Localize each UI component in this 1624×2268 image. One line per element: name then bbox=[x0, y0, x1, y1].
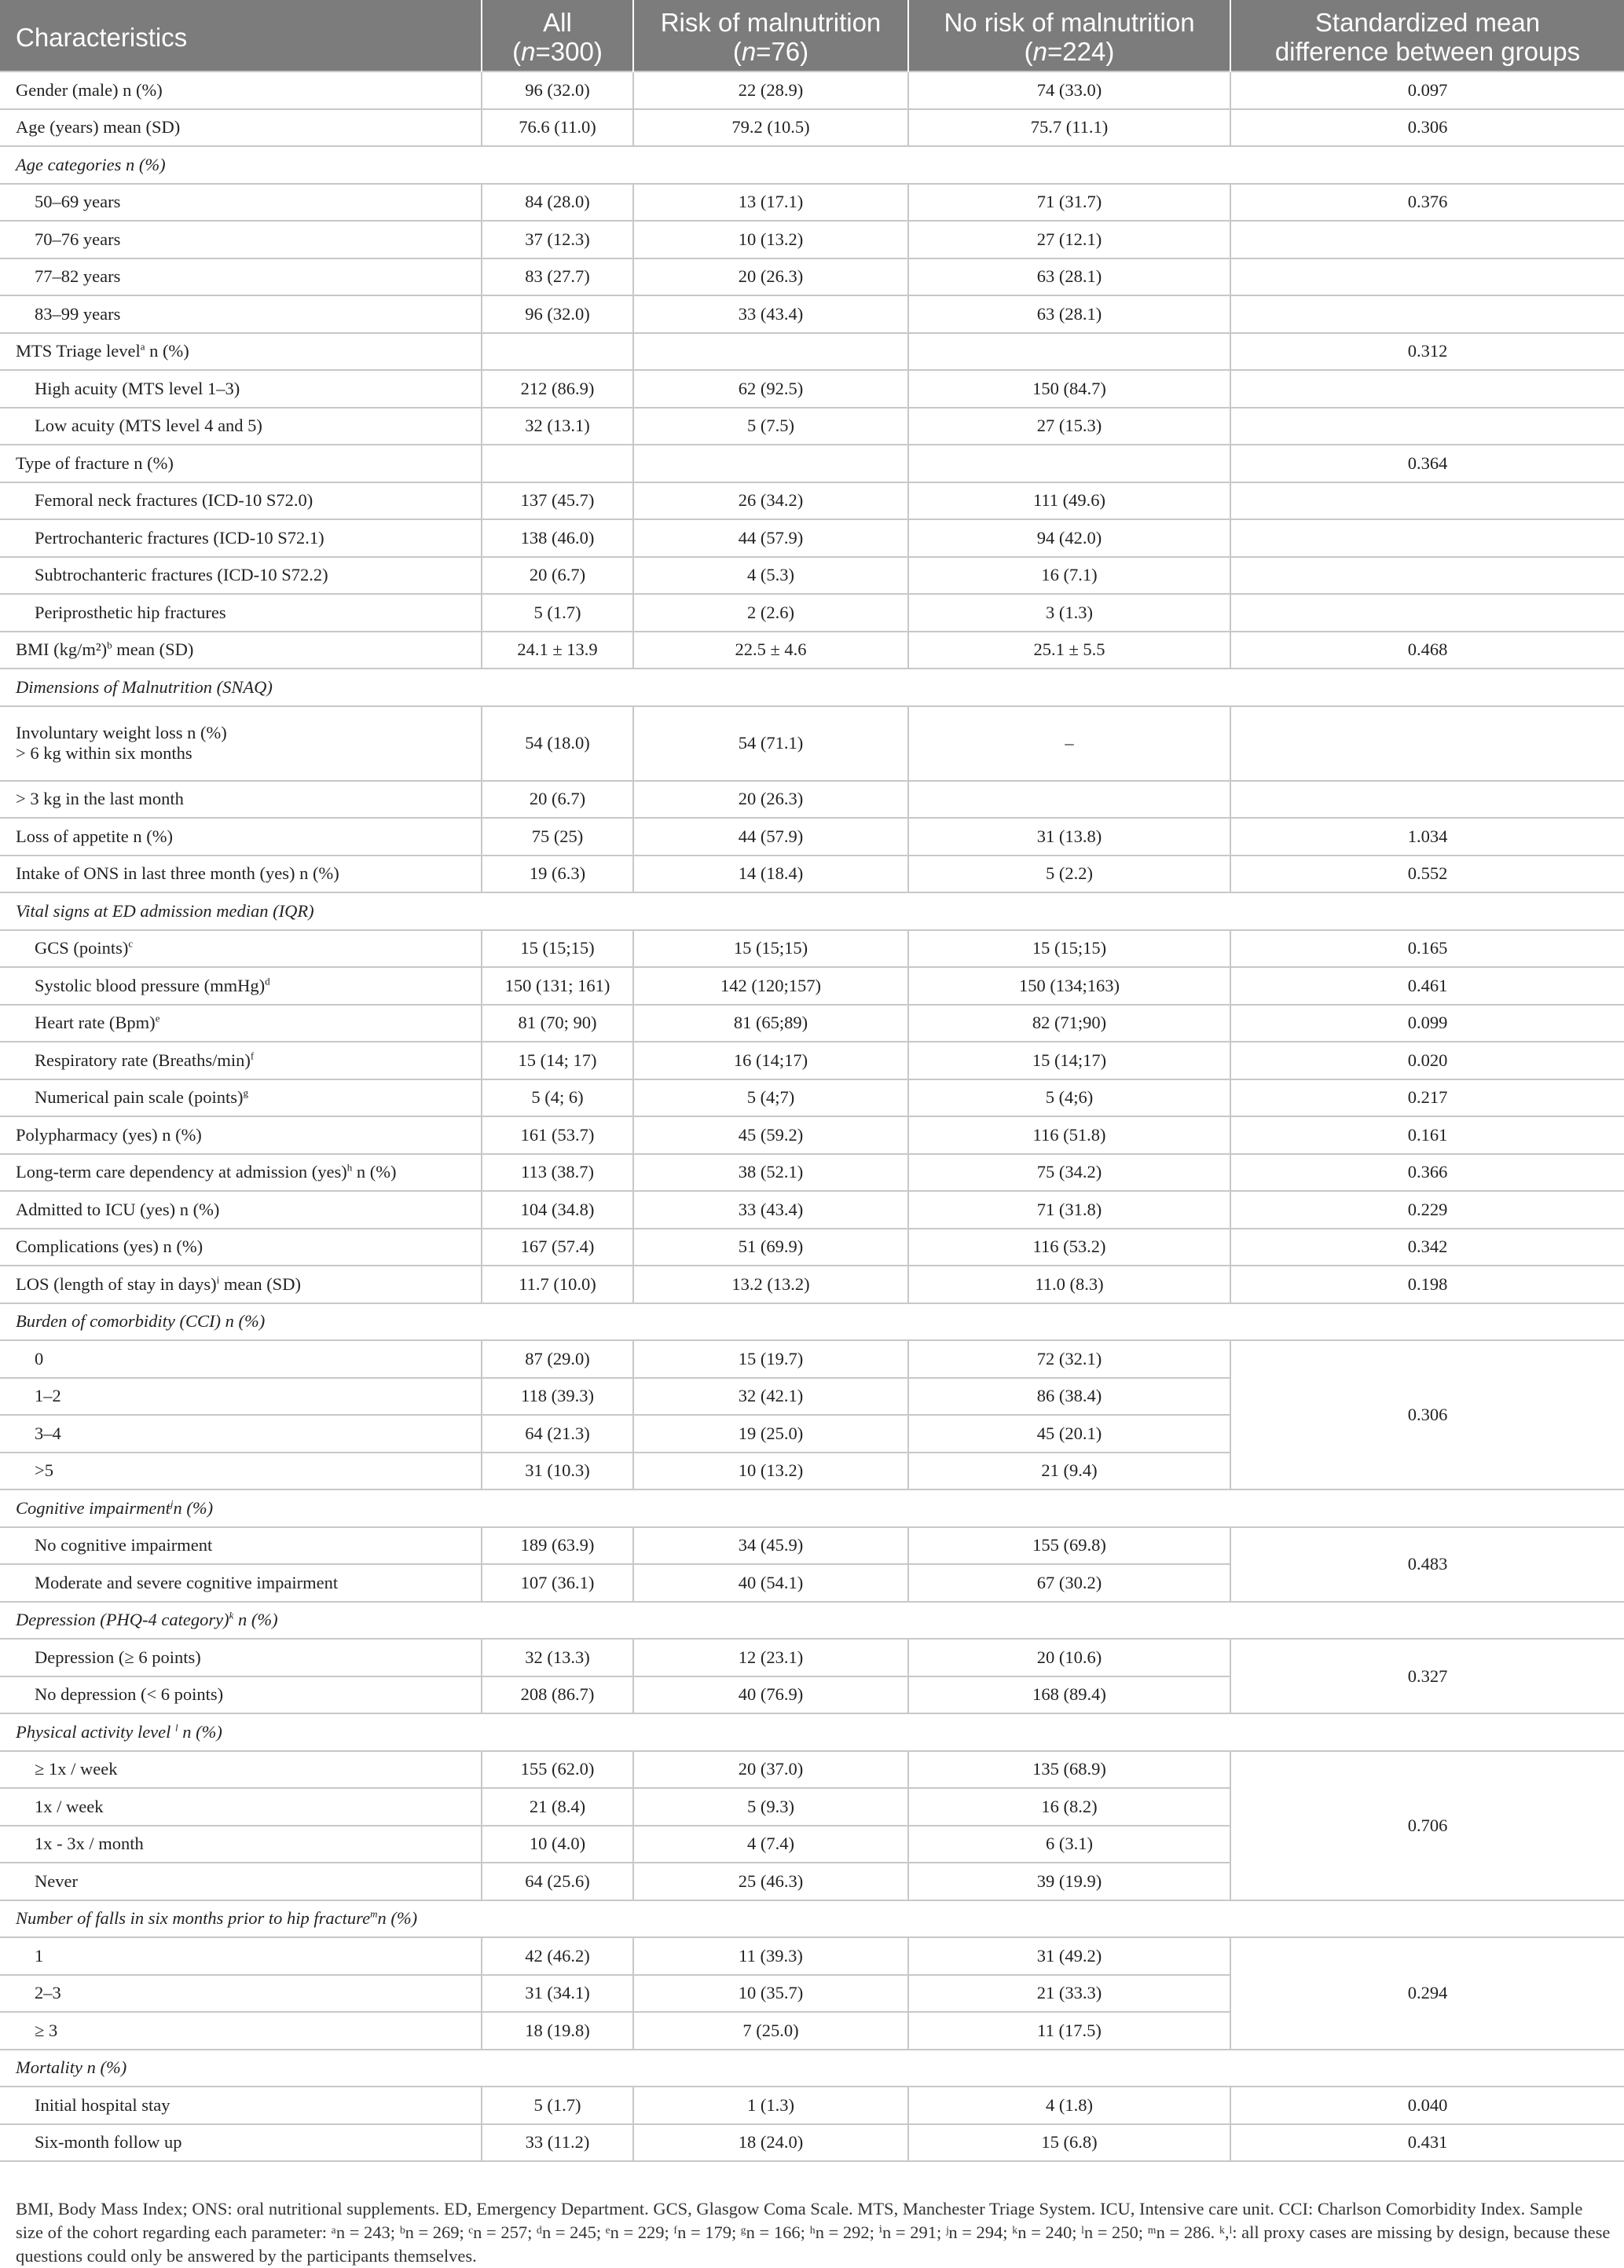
row-label: Physical activity level $^l$ n (%) bbox=[0, 1713, 482, 1751]
table-header-row bbox=[0, 0, 1624, 71]
cell-all: 161 (53.7) bbox=[482, 1116, 633, 1154]
cell-risk: 25 (46.3) bbox=[633, 1863, 908, 1900]
cell-norisk: 20 (10.6) bbox=[908, 1639, 1230, 1676]
row-label: Periprosthetic hip fractures bbox=[0, 594, 482, 632]
table-row bbox=[0, 1340, 1624, 1378]
cell-norisk: 4 (1.8) bbox=[908, 2087, 1230, 2124]
header-smd: Standardized mean difference between groups bbox=[1230, 0, 1624, 71]
table-row bbox=[0, 184, 1624, 222]
section-filler bbox=[482, 146, 1624, 184]
cell-smd bbox=[1230, 295, 1624, 333]
cell-norisk: 168 (89.4) bbox=[908, 1676, 1230, 1714]
cell-all: 11.7 (10.0) bbox=[482, 1266, 633, 1303]
cell-smd: 0.461 bbox=[1230, 967, 1624, 1005]
cell-smd bbox=[1230, 370, 1624, 408]
cell-smd: 0.366 bbox=[1230, 1154, 1624, 1192]
cell-smd bbox=[1230, 594, 1624, 632]
cell-norisk: 15 (6.8) bbox=[908, 2124, 1230, 2162]
cell-risk: 26 (34.2) bbox=[633, 482, 908, 520]
row-label: Gender (male) n (%) bbox=[0, 71, 482, 109]
section-filler bbox=[482, 1602, 1624, 1640]
row-label: 70–76 years bbox=[0, 221, 482, 258]
section-row bbox=[0, 1900, 1624, 1938]
row-label: Polypharmacy (yes) n (%) bbox=[0, 1116, 482, 1154]
cell-norisk: 74 (33.0) bbox=[908, 71, 1230, 109]
table-row bbox=[0, 557, 1624, 595]
row-label: >5 bbox=[0, 1453, 482, 1490]
cell-norisk: 21 (33.3) bbox=[908, 1975, 1230, 2013]
cell-risk: 44 (57.9) bbox=[633, 519, 908, 557]
cell-risk: 5 (9.3) bbox=[633, 1788, 908, 1826]
cell-risk: 15 (15;15) bbox=[633, 930, 908, 968]
table-row bbox=[0, 632, 1624, 669]
cell-risk: 13.2 (13.2) bbox=[633, 1266, 908, 1303]
table-row bbox=[0, 781, 1624, 819]
cell-all: 5 (4; 6) bbox=[482, 1079, 633, 1117]
cell-norisk: 15 (15;15) bbox=[908, 930, 1230, 968]
cell-risk: 4 (7.4) bbox=[633, 1826, 908, 1863]
cell-smd: 0.342 bbox=[1230, 1229, 1624, 1266]
cell-smd bbox=[1230, 482, 1624, 520]
cell-smd: 0.364 bbox=[1230, 445, 1624, 482]
cell-risk: 79.2 (10.5) bbox=[633, 109, 908, 147]
cell-smd: 0.376 bbox=[1230, 184, 1624, 222]
cell-risk: 1 (1.3) bbox=[633, 2087, 908, 2124]
cell-norisk: 111 (49.6) bbox=[908, 482, 1230, 520]
row-label: 77–82 years bbox=[0, 258, 482, 296]
table-row bbox=[0, 109, 1624, 147]
row-label: Initial hospital stay bbox=[0, 2087, 482, 2124]
row-label: 1x - 3x / month bbox=[0, 1826, 482, 1863]
row-label: Numerical pain scale (points)$^g$ bbox=[0, 1079, 482, 1117]
section-row bbox=[0, 146, 1624, 184]
cell-norisk bbox=[908, 445, 1230, 482]
cell-all: 189 (63.9) bbox=[482, 1527, 633, 1565]
cell-norisk: 16 (8.2) bbox=[908, 1788, 1230, 1826]
table-row bbox=[0, 1937, 1624, 1975]
table-row bbox=[0, 594, 1624, 632]
section-row bbox=[0, 1602, 1624, 1640]
cell-risk: 62 (92.5) bbox=[633, 370, 908, 408]
cell-smd: 0.312 bbox=[1230, 333, 1624, 371]
cell-risk: 22.5 ± 4.6 bbox=[633, 632, 908, 669]
section-filler bbox=[482, 2050, 1624, 2087]
table-row bbox=[0, 1229, 1624, 1266]
cell-smd: 0.468 bbox=[1230, 632, 1624, 669]
table-row bbox=[0, 1751, 1624, 1789]
cell-all: 107 (36.1) bbox=[482, 1564, 633, 1602]
row-label: Pertrochanteric fractures (ICD-10 S72.1) bbox=[0, 519, 482, 557]
cell-risk: 142 (120;157) bbox=[633, 967, 908, 1005]
cell-all: 15 (14; 17) bbox=[482, 1042, 633, 1079]
cell-norisk: 116 (51.8) bbox=[908, 1116, 1230, 1154]
row-label: High acuity (MTS level 1–3) bbox=[0, 370, 482, 408]
cell-norisk: 16 (7.1) bbox=[908, 557, 1230, 595]
row-label: Age categories n (%) bbox=[0, 146, 482, 184]
cell-all: 42 (46.2) bbox=[482, 1937, 633, 1975]
cell-risk: 19 (25.0) bbox=[633, 1415, 908, 1453]
cell-all: 150 (131; 161) bbox=[482, 967, 633, 1005]
cell-risk: 20 (26.3) bbox=[633, 258, 908, 296]
cell-all: 33 (11.2) bbox=[482, 2124, 633, 2162]
section-row bbox=[0, 2050, 1624, 2087]
cell-all: 96 (32.0) bbox=[482, 295, 633, 333]
row-label: Vital signs at ED admission median (IQR) bbox=[0, 892, 482, 930]
row-label: Involuntary weight loss n (%) > 6 kg within six months bbox=[0, 706, 482, 781]
cell-all: 84 (28.0) bbox=[482, 184, 633, 222]
cell-norisk bbox=[908, 333, 1230, 371]
section-row bbox=[0, 1489, 1624, 1527]
row-label: Loss of appetite n (%) bbox=[0, 818, 482, 856]
cell-all: 83 (27.7) bbox=[482, 258, 633, 296]
table-row bbox=[0, 1005, 1624, 1042]
cell-norisk: 63 (28.1) bbox=[908, 258, 1230, 296]
cell-risk: 10 (13.2) bbox=[633, 221, 908, 258]
cell-all: 64 (25.6) bbox=[482, 1863, 633, 1900]
cell-risk: 15 (19.7) bbox=[633, 1340, 908, 1378]
row-label: Subtrochanteric fractures (ICD-10 S72.2) bbox=[0, 557, 482, 595]
row-label: No depression (< 6 points) bbox=[0, 1676, 482, 1714]
cell-risk: 5 (7.5) bbox=[633, 408, 908, 445]
section-filler bbox=[482, 1900, 1624, 1938]
row-label: Depression (≥ 6 points) bbox=[0, 1639, 482, 1676]
row-label: > 3 kg in the last month bbox=[0, 781, 482, 819]
cell-risk: 13 (17.1) bbox=[633, 184, 908, 222]
cell-norisk: 67 (30.2) bbox=[908, 1564, 1230, 1602]
cell-smd: 0.020 bbox=[1230, 1042, 1624, 1079]
row-label: Heart rate (Bpm)$^e$ bbox=[0, 1005, 482, 1042]
table-row bbox=[0, 295, 1624, 333]
cell-norisk: 21 (9.4) bbox=[908, 1453, 1230, 1490]
cell-smd bbox=[1230, 781, 1624, 819]
row-label: BMI $(kg/m^2)^b$ mean (SD) bbox=[0, 632, 482, 669]
cell-smd: 0.161 bbox=[1230, 1116, 1624, 1154]
row-label: ≥ 3 bbox=[0, 2012, 482, 2050]
header-risk-n: 76 bbox=[771, 37, 801, 66]
cell-risk: 12 (23.1) bbox=[633, 1639, 908, 1676]
cell-all: 37 (12.3) bbox=[482, 221, 633, 258]
cell-smd: 0.165 bbox=[1230, 930, 1624, 968]
cell-smd: 0.217 bbox=[1230, 1079, 1624, 1117]
cell-smd: 0.097 bbox=[1230, 71, 1624, 109]
cell-risk: 45 (59.2) bbox=[633, 1116, 908, 1154]
cell-all: 32 (13.1) bbox=[482, 408, 633, 445]
cell-norisk: 71 (31.7) bbox=[908, 184, 1230, 222]
cell-norisk: 45 (20.1) bbox=[908, 1415, 1230, 1453]
cell-norisk: 31 (13.8) bbox=[908, 818, 1230, 856]
cell-all: 15 (15;15) bbox=[482, 930, 633, 968]
cell-smd bbox=[1230, 519, 1624, 557]
row-label: Respiratory rate (Breaths/min)$^f$ bbox=[0, 1042, 482, 1079]
cell-norisk: 75 (34.2) bbox=[908, 1154, 1230, 1192]
table-row bbox=[0, 408, 1624, 445]
row-label: 1–2 bbox=[0, 1378, 482, 1416]
cell-risk bbox=[633, 445, 908, 482]
cell-all: 75 (25) bbox=[482, 818, 633, 856]
row-label: Low acuity (MTS level 4 and 5) bbox=[0, 408, 482, 445]
row-label: 50–69 years bbox=[0, 184, 482, 222]
cell-risk: 10 (35.7) bbox=[633, 1975, 908, 2013]
table-row bbox=[0, 818, 1624, 856]
cell-norisk: 116 (53.2) bbox=[908, 1229, 1230, 1266]
table-row bbox=[0, 1191, 1624, 1229]
cell-risk: 40 (54.1) bbox=[633, 1564, 908, 1602]
cell-norisk: 6 (3.1) bbox=[908, 1826, 1230, 1863]
table-row bbox=[0, 482, 1624, 520]
table-row bbox=[0, 1079, 1624, 1117]
cell-norisk: 63 (28.1) bbox=[908, 295, 1230, 333]
cell-all: 137 (45.7) bbox=[482, 482, 633, 520]
row-label: Cognitive impairment$^j$n (%) bbox=[0, 1489, 482, 1527]
cell-smd: 0.099 bbox=[1230, 1005, 1624, 1042]
cell-all: 118 (39.3) bbox=[482, 1378, 633, 1416]
table-row bbox=[0, 71, 1624, 109]
cell-smd: 0.306 bbox=[1230, 1340, 1624, 1489]
row-label: MTS Triage level$^a$ n (%) bbox=[0, 333, 482, 371]
row-label: Six-month follow up bbox=[0, 2124, 482, 2162]
row-label: 1 bbox=[0, 1937, 482, 1975]
table-row bbox=[0, 1042, 1624, 1079]
cell-smd: 0.483 bbox=[1230, 1527, 1624, 1602]
cell-risk: 38 (52.1) bbox=[633, 1154, 908, 1192]
header-norisk: No risk of malnutrition (n=224) bbox=[908, 0, 1230, 71]
cell-risk: 7 (25.0) bbox=[633, 2012, 908, 2050]
cell-smd: 0.294 bbox=[1230, 1937, 1624, 2050]
cell-risk: 40 (76.9) bbox=[633, 1676, 908, 1714]
cell-smd: 1.034 bbox=[1230, 818, 1624, 856]
cell-risk: 5 (4;7) bbox=[633, 1079, 908, 1117]
cell-risk: 32 (42.1) bbox=[633, 1378, 908, 1416]
section-filler bbox=[482, 1303, 1624, 1341]
cell-risk: 22 (28.9) bbox=[633, 71, 908, 109]
cell-all: 21 (8.4) bbox=[482, 1788, 633, 1826]
cell-all: 54 (18.0) bbox=[482, 706, 633, 781]
table-row bbox=[0, 1639, 1624, 1676]
cell-norisk: 25.1 ± 5.5 bbox=[908, 632, 1230, 669]
cell-all: 113 (38.7) bbox=[482, 1154, 633, 1192]
cell-norisk: 5 (2.2) bbox=[908, 856, 1230, 893]
row-label: 83–99 years bbox=[0, 295, 482, 333]
cell-smd bbox=[1230, 258, 1624, 296]
cell-norisk: 82 (71;90) bbox=[908, 1005, 1230, 1042]
cell-all: 10 (4.0) bbox=[482, 1826, 633, 1863]
cell-all: 31 (10.3) bbox=[482, 1453, 633, 1490]
table-row bbox=[0, 967, 1624, 1005]
cell-norisk: 75.7 (11.1) bbox=[908, 109, 1230, 147]
cell-all: 31 (34.1) bbox=[482, 1975, 633, 2013]
row-label: Moderate and severe cognitive impairment bbox=[0, 1564, 482, 1602]
cell-norisk: 150 (84.7) bbox=[908, 370, 1230, 408]
table-body bbox=[0, 71, 1624, 2161]
section-row bbox=[0, 1713, 1624, 1751]
cell-norisk: 27 (12.1) bbox=[908, 221, 1230, 258]
cell-norisk: 155 (69.8) bbox=[908, 1527, 1230, 1565]
cell-norisk: – bbox=[908, 706, 1230, 781]
cell-smd bbox=[1230, 557, 1624, 595]
cell-risk: 34 (45.9) bbox=[633, 1527, 908, 1565]
cell-smd: 0.198 bbox=[1230, 1266, 1624, 1303]
row-label: Admitted to ICU (yes) n (%) bbox=[0, 1191, 482, 1229]
cell-norisk: 94 (42.0) bbox=[908, 519, 1230, 557]
cell-all bbox=[482, 333, 633, 371]
cell-all: 5 (1.7) bbox=[482, 594, 633, 632]
cell-all: 64 (21.3) bbox=[482, 1415, 633, 1453]
cell-smd bbox=[1230, 706, 1624, 781]
cell-risk: 54 (71.1) bbox=[633, 706, 908, 781]
row-label: Systolic blood pressure (mmHg)$^d$ bbox=[0, 967, 482, 1005]
row-label: Long-term care dependency at admission (yes)$^h$ n (%) bbox=[0, 1154, 482, 1192]
row-label: Intake of ONS in last three month (yes) n (%) bbox=[0, 856, 482, 893]
row-label: Number of falls in six months prior to hip fracture$^m$n (%) bbox=[0, 1900, 482, 1938]
row-label: 1x / week bbox=[0, 1788, 482, 1826]
row-label: ≥ 1x / week bbox=[0, 1751, 482, 1789]
cell-risk: 51 (69.9) bbox=[633, 1229, 908, 1266]
row-label: Age (years) mean (SD) bbox=[0, 109, 482, 147]
row-label: Type of fracture n (%) bbox=[0, 445, 482, 482]
cell-smd: 0.327 bbox=[1230, 1639, 1624, 1713]
cell-norisk: 150 (134;163) bbox=[908, 967, 1230, 1005]
table-row bbox=[0, 333, 1624, 371]
cell-risk: 33 (43.4) bbox=[633, 295, 908, 333]
section-row bbox=[0, 669, 1624, 706]
cell-norisk: 86 (38.4) bbox=[908, 1378, 1230, 1416]
header-risk: Risk of malnutrition (n=76) bbox=[633, 0, 908, 71]
row-label: 0 bbox=[0, 1340, 482, 1378]
cell-all: 76.6 (11.0) bbox=[482, 109, 633, 147]
cell-risk: 16 (14;17) bbox=[633, 1042, 908, 1079]
table-row bbox=[0, 1266, 1624, 1303]
row-label: GCS (points)$^c$ bbox=[0, 930, 482, 968]
table-row bbox=[0, 856, 1624, 893]
cell-norisk bbox=[908, 781, 1230, 819]
section-filler bbox=[482, 1489, 1624, 1527]
table-footnote: BMI, Body Mass Index; ONS: oral nutritional supplements. ED, Emergency Department. GCS, Glasgow Coma Scale. MTS, Manchester Triage System. ICU, Intensive care unit. CCI: Charlson Comorbidity Index. Sample size of the cohort regarding each parameter: ᵃn = 243; ᵇn = 269; ᶜn = 257; ᵈn = 245; ᵉn = 229; ᶠn = 179; ᵍn = 166; ʰn = 292; ⁱn = 291; ʲn = 294; ᵏn = 240; ˡn = 250; ᵐn = 286. ᵏ,ˡ: all proxy cases are missing by design, because these questions could only be answered by the participants themselves. bbox=[16, 2199, 1611, 2266]
cell-risk: 33 (43.4) bbox=[633, 1191, 908, 1229]
cell-all: 5 (1.7) bbox=[482, 2087, 633, 2124]
row-label: LOS (length of stay in days)$^i$ mean (SD) bbox=[0, 1266, 482, 1303]
cell-all: 155 (62.0) bbox=[482, 1751, 633, 1789]
cell-all: 96 (32.0) bbox=[482, 71, 633, 109]
cell-norisk: 72 (32.1) bbox=[908, 1340, 1230, 1378]
table-row bbox=[0, 2087, 1624, 2124]
cell-all: 81 (70; 90) bbox=[482, 1005, 633, 1042]
section-row bbox=[0, 1303, 1624, 1341]
table-row bbox=[0, 445, 1624, 482]
table-row bbox=[0, 2124, 1624, 2162]
cell-smd: 0.040 bbox=[1230, 2087, 1624, 2124]
row-label: Depression (PHQ-4 category)$^k$ n (%) bbox=[0, 1602, 482, 1640]
cell-norisk: 71 (31.8) bbox=[908, 1191, 1230, 1229]
row-label: No cognitive impairment bbox=[0, 1527, 482, 1565]
cell-smd bbox=[1230, 408, 1624, 445]
cell-all: 20 (6.7) bbox=[482, 781, 633, 819]
table-row bbox=[0, 706, 1624, 781]
table-row bbox=[0, 519, 1624, 557]
table-row bbox=[0, 1116, 1624, 1154]
cell-risk: 81 (65;89) bbox=[633, 1005, 908, 1042]
cell-all bbox=[482, 445, 633, 482]
section-filler bbox=[482, 669, 1624, 706]
section-row bbox=[0, 892, 1624, 930]
cell-all: 212 (86.9) bbox=[482, 370, 633, 408]
table-row bbox=[0, 258, 1624, 296]
cell-risk bbox=[633, 333, 908, 371]
table-row bbox=[0, 1527, 1624, 1565]
cell-smd: 0.431 bbox=[1230, 2124, 1624, 2162]
header-all: All (n=300) bbox=[482, 0, 633, 71]
table-row bbox=[0, 930, 1624, 968]
cell-norisk: 31 (49.2) bbox=[908, 1937, 1230, 1975]
cell-all: 138 (46.0) bbox=[482, 519, 633, 557]
cell-norisk: 11.0 (8.3) bbox=[908, 1266, 1230, 1303]
row-label: Femoral neck fractures (ICD-10 S72.0) bbox=[0, 482, 482, 520]
header-norisk-n: 224 bbox=[1062, 37, 1106, 66]
cell-norisk: 11 (17.5) bbox=[908, 2012, 1230, 2050]
cell-risk: 44 (57.9) bbox=[633, 818, 908, 856]
row-label: Dimensions of Malnutrition (SNAQ) bbox=[0, 669, 482, 706]
cell-risk: 20 (26.3) bbox=[633, 781, 908, 819]
cell-risk: 2 (2.6) bbox=[633, 594, 908, 632]
cell-smd bbox=[1230, 221, 1624, 258]
cell-all: 167 (57.4) bbox=[482, 1229, 633, 1266]
table-row bbox=[0, 370, 1624, 408]
row-label: 2–3 bbox=[0, 1975, 482, 2013]
row-label: Never bbox=[0, 1863, 482, 1900]
header-characteristics: Characteristics bbox=[0, 0, 482, 71]
cell-risk: 10 (13.2) bbox=[633, 1453, 908, 1490]
cell-norisk: 15 (14;17) bbox=[908, 1042, 1230, 1079]
cell-all: 87 (29.0) bbox=[482, 1340, 633, 1378]
cell-risk: 20 (37.0) bbox=[633, 1751, 908, 1789]
cell-risk: 11 (39.3) bbox=[633, 1937, 908, 1975]
cell-all: 208 (86.7) bbox=[482, 1676, 633, 1714]
cell-all: 32 (13.3) bbox=[482, 1639, 633, 1676]
section-filler bbox=[482, 892, 1624, 930]
section-filler bbox=[482, 1713, 1624, 1751]
cell-risk: 18 (24.0) bbox=[633, 2124, 908, 2162]
cell-smd: 0.552 bbox=[1230, 856, 1624, 893]
cell-smd: 0.706 bbox=[1230, 1751, 1624, 1900]
cell-all: 18 (19.8) bbox=[482, 2012, 633, 2050]
header-all-n: 300 bbox=[550, 37, 594, 66]
row-label: Mortality n (%) bbox=[0, 2050, 482, 2087]
cell-norisk: 135 (68.9) bbox=[908, 1751, 1230, 1789]
cell-norisk: 27 (15.3) bbox=[908, 408, 1230, 445]
cell-all: 20 (6.7) bbox=[482, 557, 633, 595]
cell-risk: 4 (5.3) bbox=[633, 557, 908, 595]
row-label: Complications (yes) n (%) bbox=[0, 1229, 482, 1266]
cell-norisk: 3 (1.3) bbox=[908, 594, 1230, 632]
cell-all: 24.1 ± 13.9 bbox=[482, 632, 633, 669]
table-row bbox=[0, 1154, 1624, 1192]
cell-smd: 0.306 bbox=[1230, 109, 1624, 147]
cell-all: 19 (6.3) bbox=[482, 856, 633, 893]
table-row bbox=[0, 221, 1624, 258]
cell-risk: 14 (18.4) bbox=[633, 856, 908, 893]
cell-norisk: 39 (19.9) bbox=[908, 1863, 1230, 1900]
cell-all: 104 (34.8) bbox=[482, 1191, 633, 1229]
cell-norisk: 5 (4;6) bbox=[908, 1079, 1230, 1117]
row-label: Burden of comorbidity (CCI) n (%) bbox=[0, 1303, 482, 1341]
cell-smd: 0.229 bbox=[1230, 1191, 1624, 1229]
row-label: 3–4 bbox=[0, 1415, 482, 1453]
